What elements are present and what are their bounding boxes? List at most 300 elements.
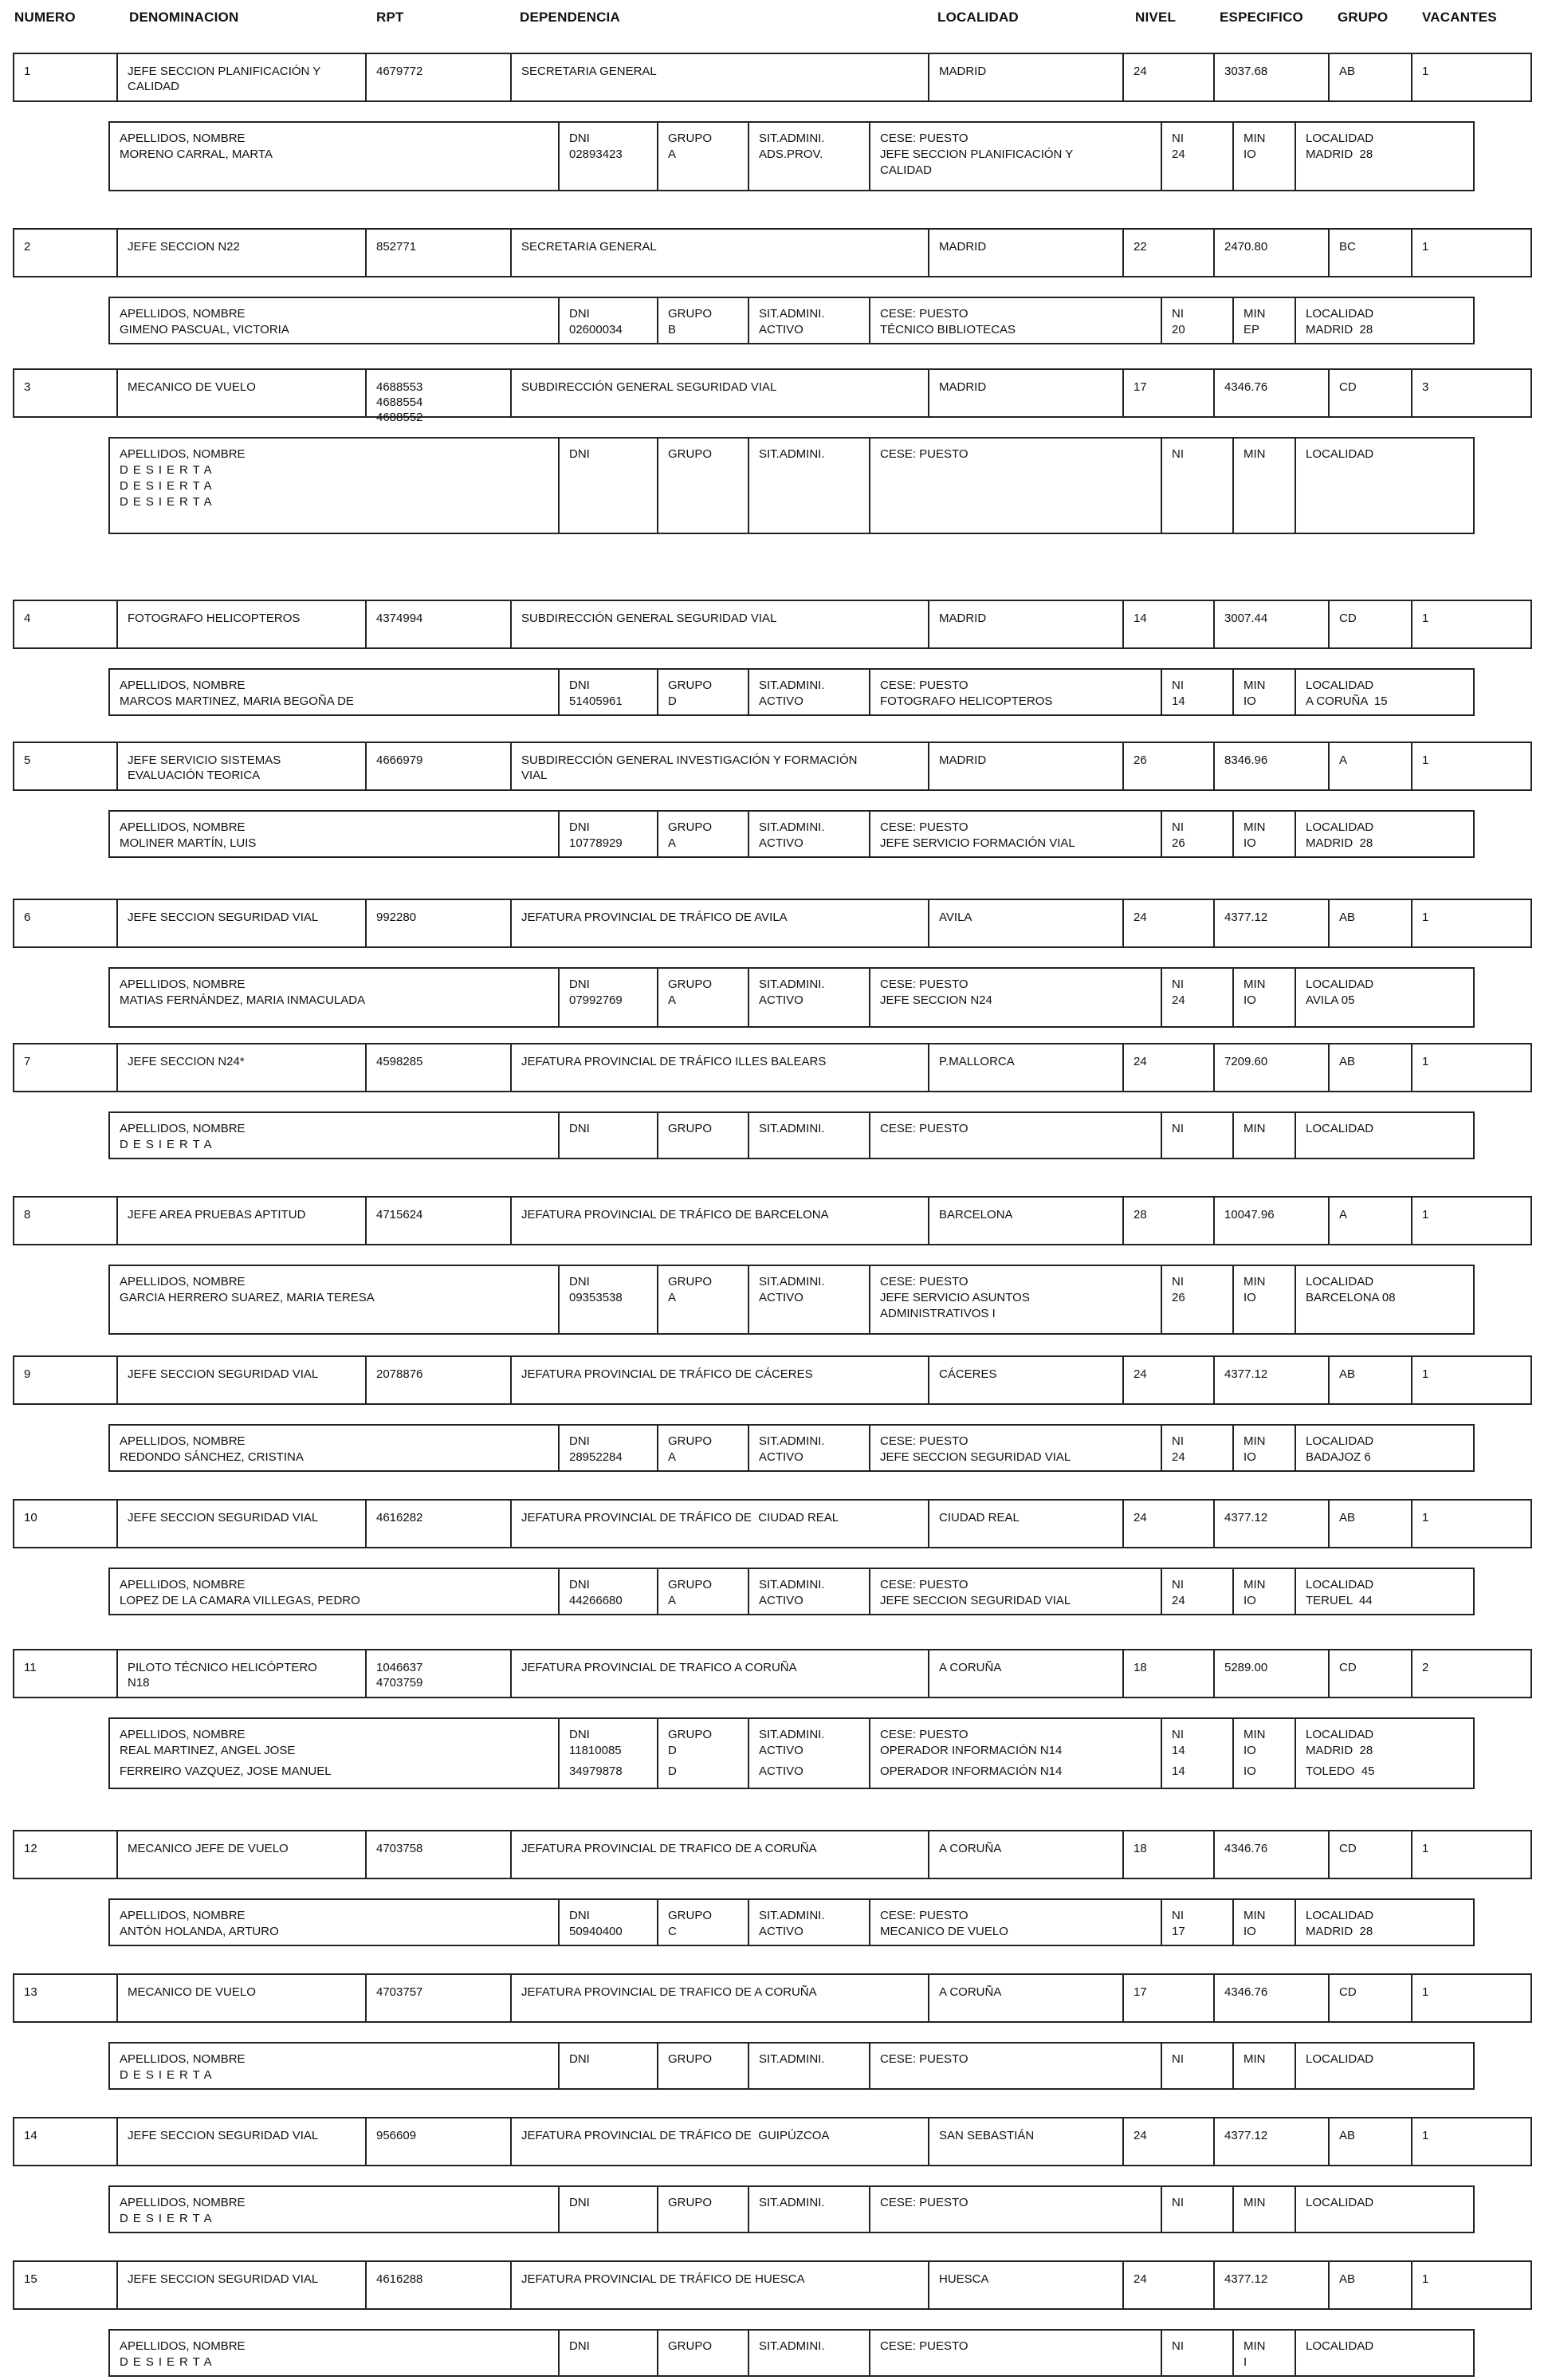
position-vacantes: 1 [1422, 911, 1429, 924]
occupant-sit-value: ACTIVO [759, 1594, 803, 1607]
position-vacantes: 1 [1422, 2272, 1429, 2286]
position-localidad-cell [928, 2262, 1122, 2308]
occupant-sit-cell [748, 2044, 869, 2088]
position-localidad: MADRID [939, 753, 987, 767]
occupant-nombre-label: APELLIDOS, NOMBRE [120, 1434, 246, 1448]
occupant-min-value: IO [1244, 836, 1256, 850]
occupant-sit-cell [748, 969, 869, 1026]
position-localidad-cell [928, 1044, 1122, 1091]
position-dependencia-line: JEFATURA PROVINCIAL DE TRAFICO A CORUÑA [521, 1661, 797, 1674]
position-especifico: 4377.12 [1224, 1511, 1268, 1524]
position-especifico-cell [1213, 1357, 1328, 1403]
position-localidad-cell [928, 230, 1122, 276]
occupant-cese-label: CESE: PUESTO [880, 1909, 968, 1922]
occupant-ni-value: 17 [1172, 1925, 1185, 1938]
position-especifico-cell [1213, 2118, 1328, 2165]
occupant-block [108, 967, 1475, 1028]
occupant-dni-cell [558, 298, 657, 343]
position-vacantes-cell [1411, 1044, 1530, 1091]
occupant-ni-value: 14 [1172, 1744, 1185, 1757]
position-dependencia-line: JEFATURA PROVINCIAL DE TRAFICO DE A CORUÑA [521, 1842, 817, 1855]
position-grupo: CD [1339, 1661, 1357, 1674]
position-rpt-line: 1046637 [376, 1661, 423, 1674]
position-nivel: 18 [1133, 1842, 1147, 1855]
position-vacantes-cell [1411, 1831, 1530, 1878]
occupant-cese-cell [869, 1266, 1161, 1333]
occupant-cese-label: CESE: PUESTO [880, 820, 968, 834]
occupant-min-value: IO [1244, 1291, 1256, 1304]
occupant-ni-label: NI [1172, 679, 1184, 692]
position-especifico-cell [1213, 370, 1328, 416]
position-rpt-line: 992280 [376, 911, 417, 924]
occupant-desierta: DESIERTA [120, 2068, 217, 2082]
position-especifico-cell [1213, 54, 1328, 100]
position-vacantes-cell [1411, 1975, 1530, 2021]
occupant-min-cell [1232, 812, 1295, 856]
header-grupo: GRUPO [1338, 10, 1389, 25]
occupant-cese-value: OPERADOR INFORMACIÓN N14 [880, 1744, 1063, 1757]
occupant-cese-value: TÉCNICO BIBLIOTECAS [880, 323, 1016, 336]
position-denominacion-cell [116, 743, 365, 789]
position-numero: 13 [24, 1985, 37, 1999]
position-localidad: CIUDAD REAL [939, 1511, 1020, 1524]
occupant-sit-cell [748, 123, 869, 190]
occupant-grupo-cell [657, 298, 748, 343]
position-rpt-cell [365, 370, 510, 424]
occupant-sit-cell [748, 1113, 869, 1158]
position-rpt-cell [365, 230, 510, 276]
occupant-grupo-label: GRUPO [668, 2339, 713, 2353]
occupant-min-cell [1232, 439, 1295, 533]
occupant-grupo-label: GRUPO [668, 1122, 713, 1135]
occupant-localidad-cell [1295, 1266, 1473, 1333]
occupant-dni-label: DNI [569, 1578, 590, 1591]
position-rpt-cell [365, 743, 510, 789]
occupant-block [108, 1898, 1475, 1946]
occupant-nombre-label: APELLIDOS, NOMBRE [120, 1122, 246, 1135]
occupant-nombre-cell [110, 2044, 558, 2088]
position-numero-cell [14, 1501, 116, 1547]
position-numero: 14 [24, 2129, 37, 2142]
occupant-dni-value: 07992769 [569, 993, 623, 1007]
occupant-sit-label: SIT.ADMINI. [759, 1122, 825, 1135]
position-dependencia-line: JEFATURA PROVINCIAL DE TRÁFICO DE BARCELONA [521, 1208, 829, 1221]
position-grupo: CD [1339, 1842, 1357, 1855]
occupant-min-label: MIN [1244, 2052, 1266, 2066]
occupant-cese-label: CESE: PUESTO [880, 1275, 968, 1288]
occupant-sit-cell [748, 1426, 869, 1470]
position-localidad: MADRID [939, 240, 987, 254]
position-localidad-cell [928, 1831, 1122, 1878]
position-rpt-cell [365, 601, 510, 647]
occupant-desierta: DESIERTA [120, 479, 217, 493]
position-rpt-cell [365, 1198, 510, 1244]
occupant-dni-label: DNI [569, 1275, 590, 1288]
occupant-dni-cell [558, 812, 657, 856]
position-localidad-cell [928, 1975, 1122, 2021]
position-vacantes: 1 [1422, 240, 1429, 254]
header-numero: NUMERO [14, 10, 76, 25]
occupant-localidad-label: LOCALIDAD [1306, 2196, 1374, 2209]
position-dependencia-cell [510, 2262, 928, 2308]
occupant-cese-value: JEFE SECCION PLANIFICACIÓN Y [880, 148, 1074, 161]
position-numero-cell [14, 1831, 116, 1878]
occupant-grupo-cell [657, 439, 748, 533]
position-rpt-cell [365, 900, 510, 946]
occupant-ni-label: NI [1172, 1728, 1184, 1741]
occupant-localidad-label: LOCALIDAD [1306, 132, 1374, 145]
occupant-block [108, 1265, 1475, 1335]
occupant-cese-cell [869, 1900, 1161, 1945]
position-dependencia-line: JEFATURA PROVINCIAL DE TRÁFICO DE GUIPÚZCOA [521, 2129, 830, 2142]
occupant-sit-label: SIT.ADMINI. [759, 1909, 825, 1922]
occupant-block [108, 1424, 1475, 1472]
occupant-grupo-cell [657, 2044, 748, 2088]
position-localidad-cell [928, 1501, 1122, 1547]
position-localidad: MADRID [939, 612, 987, 625]
occupant-sit-value: ACTIVO [759, 1450, 803, 1464]
position-grupo: AB [1339, 2272, 1356, 2286]
position-numero: 10 [24, 1511, 37, 1524]
occupant-min-cell [1232, 670, 1295, 714]
occupant-ni-label: NI [1172, 132, 1184, 145]
position-denominacion-line: JEFE SECCION N24* [128, 1055, 245, 1068]
position-grupo-cell [1328, 1831, 1411, 1878]
occupant-min-value: IO [1244, 694, 1256, 708]
position-nivel: 17 [1133, 380, 1147, 394]
position-numero-cell [14, 1650, 116, 1697]
occupant-grupo-label: GRUPO [668, 2196, 713, 2209]
occupant-grupo-label: GRUPO [668, 978, 713, 991]
position-denominacion-cell [116, 1198, 365, 1244]
position-grupo-cell [1328, 370, 1411, 416]
position-rpt-line: 852771 [376, 240, 417, 254]
occupant-nombre-label: APELLIDOS, NOMBRE [120, 2196, 246, 2209]
occupant-sit-label: SIT.ADMINI. [759, 2196, 825, 2209]
occupant-desierta: DESIERTA [120, 2212, 217, 2225]
occupant-ni-label: NI [1172, 2052, 1184, 2066]
position-dependencia-cell [510, 1357, 928, 1403]
occupant-grupo-label: GRUPO [668, 1578, 713, 1591]
occupant-grupo-cell [657, 1426, 748, 1470]
occupant-dni-value: 02893423 [569, 148, 623, 161]
position-dependencia-line: JEFATURA PROVINCIAL DE TRÁFICO DE HUESCA [521, 2272, 805, 2286]
occupant-grupo-label: GRUPO [668, 447, 713, 461]
position-especifico: 8346.96 [1224, 753, 1268, 767]
position-grupo: CD [1339, 380, 1357, 394]
position-nivel-cell [1122, 601, 1213, 647]
occupant-dni-value: 28952284 [569, 1450, 623, 1464]
occupant-min-label: MIN [1244, 132, 1266, 145]
occupant-ni-value: 24 [1172, 148, 1185, 161]
occupant-block [108, 1717, 1475, 1789]
position-row [13, 1499, 1532, 1548]
occupant-ni-cell [1161, 1266, 1232, 1333]
occupant-grupo-cell [657, 1266, 748, 1333]
occupant-cese-cell [869, 1113, 1161, 1158]
position-grupo: AB [1339, 65, 1356, 78]
occupant-ni-cell [1161, 298, 1232, 343]
position-vacantes: 1 [1422, 2129, 1429, 2142]
occupant-ni-cell [1161, 439, 1232, 533]
occupant-min-cell [1232, 1569, 1295, 1614]
position-grupo: AB [1339, 1367, 1356, 1381]
position-numero: 8 [24, 1208, 31, 1221]
position-row [13, 1649, 1532, 1698]
occupant-min-cell [1232, 123, 1295, 190]
position-numero: 5 [24, 753, 31, 767]
position-rpt-line: 4715624 [376, 1208, 423, 1221]
occupant-grupo-label: GRUPO [668, 307, 713, 321]
occupant-block [108, 437, 1475, 534]
position-denominacion-cell [116, 1650, 365, 1697]
occupant-min-label: MIN [1244, 1434, 1266, 1448]
occupant-nombre-cell [110, 1719, 558, 1788]
position-numero: 4 [24, 612, 31, 625]
occupant-ni-label: NI [1172, 820, 1184, 834]
header-rpt: RPT [376, 10, 404, 25]
occupant-min-cell [1232, 298, 1295, 343]
occupant-nombre-value: MOLINER MARTÍN, LUIS [120, 836, 257, 850]
occupant-dni-cell [558, 1426, 657, 1470]
occupant-localidad-cell [1295, 123, 1473, 190]
position-rpt-cell [365, 2118, 510, 2165]
occupant-localidad-label: LOCALIDAD [1306, 307, 1374, 321]
position-denominacion-line: JEFE SERVICIO SISTEMAS [128, 753, 281, 767]
occupant-grupo-cell [657, 1569, 748, 1614]
occupant-grupo-cell [657, 670, 748, 714]
position-row [13, 1355, 1532, 1405]
position-denominacion-cell [116, 2262, 365, 2308]
occupant-dni-value: 10778929 [569, 836, 623, 850]
position-nivel-cell [1122, 1501, 1213, 1547]
occupant-grupo-label: GRUPO [668, 2052, 713, 2066]
position-grupo-cell [1328, 601, 1411, 647]
occupant-nombre-cell [110, 1426, 558, 1470]
occupant-localidad-cell [1295, 1719, 1473, 1788]
position-denominacion-line: FOTOGRAFO HELICOPTEROS [128, 612, 301, 625]
position-rpt-line: 4703759 [376, 1676, 423, 1690]
position-denominacion-line: PILOTO TÉCNICO HELICÓPTERO [128, 1661, 317, 1674]
occupant-nombre-label: APELLIDOS, NOMBRE [120, 307, 246, 321]
position-especifico-cell [1213, 2262, 1328, 2308]
position-especifico: 2470.80 [1224, 240, 1268, 254]
occupant-cese-cell [869, 2187, 1161, 2232]
occupant-sit-label: SIT.ADMINI. [759, 2339, 825, 2353]
position-vacantes: 1 [1422, 612, 1429, 625]
position-grupo-cell [1328, 2118, 1411, 2165]
occupant-localidad-cell [1295, 2044, 1473, 2088]
position-numero: 6 [24, 911, 31, 924]
occupant-min-value: IO [1244, 148, 1256, 161]
occupant-ni-cell [1161, 670, 1232, 714]
position-nivel-cell [1122, 370, 1213, 416]
occupant-ni-cell [1161, 1719, 1232, 1788]
position-vacantes: 1 [1422, 1055, 1429, 1068]
position-denominacion-line: MECANICO DE VUELO [128, 380, 256, 394]
occupant-ni-cell [1161, 2331, 1232, 2375]
occupant-desierta: DESIERTA [120, 495, 217, 509]
occupant-nombre-label: APELLIDOS, NOMBRE [120, 1728, 246, 1741]
position-dependencia-line: JEFATURA PROVINCIAL DE TRÁFICO DE AVILA [521, 911, 788, 924]
occupant-localidad-label: LOCALIDAD [1306, 820, 1374, 834]
position-dependencia-cell [510, 54, 928, 100]
occupant-cese-value: JEFE SERVICIO ASUNTOS [880, 1291, 1030, 1304]
occupant-sit-label: SIT.ADMINI. [759, 1275, 825, 1288]
position-especifico-cell [1213, 230, 1328, 276]
occupant-grupo-cell [657, 1900, 748, 1945]
occupant-dni-value: 34979878 [569, 1764, 623, 1778]
occupant-sit-label: SIT.ADMINI. [759, 820, 825, 834]
occupant-nombre-cell [110, 1113, 558, 1158]
occupant-nombre-value: GIMENO PASCUAL, VICTORIA [120, 323, 289, 336]
occupant-min-label: MIN [1244, 447, 1266, 461]
position-localidad: MADRID [939, 380, 987, 394]
occupant-min-label: MIN [1244, 1728, 1266, 1741]
position-grupo: CD [1339, 1985, 1357, 1999]
position-denominacion-line: CALIDAD [128, 80, 180, 93]
occupant-min-label: MIN [1244, 679, 1266, 692]
position-denominacion-line: JEFE SECCION SEGURIDAD VIAL [128, 2272, 319, 2286]
position-rpt-line: 4703758 [376, 1842, 423, 1855]
position-numero-cell [14, 1044, 116, 1091]
occupant-cese-label: CESE: PUESTO [880, 2196, 968, 2209]
occupant-cese-value: FOTOGRAFO HELICOPTEROS [880, 694, 1053, 708]
position-rpt-line: 4688554 [376, 395, 423, 409]
position-especifico: 7209.60 [1224, 1055, 1268, 1068]
occupant-dni-cell [558, 670, 657, 714]
occupant-block [108, 1568, 1475, 1615]
position-localidad: A CORUÑA [939, 1842, 1002, 1855]
position-rpt-line: 4616282 [376, 1511, 423, 1524]
position-numero-cell [14, 2118, 116, 2165]
position-nivel: 24 [1133, 911, 1147, 924]
position-row [13, 899, 1532, 948]
occupant-dni-value: 11810085 [569, 1744, 622, 1757]
occupant-cese-label: CESE: PUESTO [880, 447, 968, 461]
occupant-block [108, 121, 1475, 191]
position-numero: 11 [24, 1661, 37, 1674]
occupant-grupo-value: D [668, 1744, 677, 1757]
occupant-nombre-value: LOPEZ DE LA CAMARA VILLEGAS, PEDRO [120, 1594, 360, 1607]
header-denominacion: DENOMINACION [129, 10, 239, 25]
position-grupo: BC [1339, 240, 1356, 254]
occupant-localidad-value: BADAJOZ 6 [1306, 1450, 1371, 1464]
occupant-ni-value: 24 [1172, 1594, 1185, 1607]
occupant-cese-label: CESE: PUESTO [880, 1434, 968, 1448]
position-nivel: 24 [1133, 2272, 1147, 2286]
position-numero-cell [14, 230, 116, 276]
occupant-min-value: IO [1244, 1594, 1256, 1607]
position-vacantes-cell [1411, 370, 1530, 416]
position-rpt-line: 4688552 [376, 411, 423, 424]
occupant-ni-cell [1161, 812, 1232, 856]
occupant-localidad-label: LOCALIDAD [1306, 978, 1374, 991]
position-dependencia-line: JEFATURA PROVINCIAL DE TRÁFICO DE CIUDAD REAL [521, 1511, 839, 1524]
position-rpt-cell [365, 1044, 510, 1091]
occupant-localidad-cell [1295, 812, 1473, 856]
position-nivel: 24 [1133, 65, 1147, 78]
occupant-dni-label: DNI [569, 978, 590, 991]
occupant-dni-cell [558, 1900, 657, 1945]
occupant-sit-value: ADS.PROV. [759, 148, 823, 161]
occupant-cese-value: ADMINISTRATIVOS I [880, 1307, 996, 1320]
occupant-localidad-label: LOCALIDAD [1306, 679, 1374, 692]
occupant-nombre-cell [110, 123, 558, 190]
position-denominacion-line: EVALUACIÓN TEORICA [128, 769, 261, 782]
occupant-nombre-label: APELLIDOS, NOMBRE [120, 679, 246, 692]
occupant-nombre-label: APELLIDOS, NOMBRE [120, 820, 246, 834]
position-nivel: 22 [1133, 240, 1147, 254]
position-row [13, 600, 1532, 649]
occupant-nombre-cell [110, 2187, 558, 2232]
occupant-grupo-value: A [668, 1450, 677, 1464]
position-especifico-cell [1213, 1044, 1328, 1091]
position-rpt-line: 4374994 [376, 612, 423, 625]
occupant-min-cell [1232, 2187, 1295, 2232]
occupant-sit-label: SIT.ADMINI. [759, 679, 825, 692]
occupant-sit-cell [748, 439, 869, 533]
position-especifico: 4377.12 [1224, 2272, 1268, 2286]
position-denominacion-line: JEFE SECCION SEGURIDAD VIAL [128, 2129, 319, 2142]
occupant-sit-cell [748, 2331, 869, 2375]
position-grupo: CD [1339, 612, 1357, 625]
occupant-localidad-label: LOCALIDAD [1306, 1122, 1374, 1135]
occupant-localidad-cell [1295, 1900, 1473, 1945]
position-denominacion-cell [116, 1831, 365, 1878]
position-localidad: HUESCA [939, 2272, 989, 2286]
position-localidad: SAN SEBASTIÁN [939, 2129, 1035, 2142]
position-especifico-cell [1213, 1501, 1328, 1547]
occupant-min-cell [1232, 969, 1295, 1026]
occupant-nombre-cell [110, 812, 558, 856]
position-numero-cell [14, 2262, 116, 2308]
position-nivel-cell [1122, 1198, 1213, 1244]
occupant-min-cell [1232, 2331, 1295, 2375]
position-numero: 15 [24, 2272, 37, 2286]
occupant-cese-cell [869, 1719, 1161, 1788]
position-localidad: MADRID [939, 65, 987, 78]
occupant-min-value: IO [1244, 1764, 1256, 1778]
occupant-cese-value: MECANICO DE VUELO [880, 1925, 1008, 1938]
occupant-grupo-value: A [668, 1594, 677, 1607]
occupant-ni-value: 14 [1172, 694, 1185, 708]
occupant-desierta: DESIERTA [120, 2355, 217, 2369]
occupant-dni-label: DNI [569, 2339, 590, 2353]
occupant-block [108, 2042, 1475, 2090]
occupant-cese-cell [869, 2044, 1161, 2088]
occupant-nombre-label: APELLIDOS, NOMBRE [120, 447, 246, 461]
position-grupo-cell [1328, 54, 1411, 100]
occupant-sit-cell [748, 670, 869, 714]
header-especifico: ESPECIFICO [1220, 10, 1303, 25]
occupant-min-cell [1232, 1113, 1295, 1158]
position-denominacion-cell [116, 54, 365, 100]
occupant-min-value: EP [1244, 323, 1260, 336]
occupant-dni-cell [558, 969, 657, 1026]
position-numero: 2 [24, 240, 31, 254]
occupant-dni-label: DNI [569, 820, 590, 834]
occupant-ni-label: NI [1172, 1578, 1184, 1591]
position-nivel-cell [1122, 1357, 1213, 1403]
occupant-dni-cell [558, 123, 657, 190]
occupant-dni-cell [558, 1266, 657, 1333]
occupant-sit-value: ACTIVO [759, 993, 803, 1007]
occupant-ni-label: NI [1172, 978, 1184, 991]
position-numero-cell [14, 601, 116, 647]
occupant-sit-value: ACTIVO [759, 1764, 803, 1778]
occupant-ni-value: 20 [1172, 323, 1185, 336]
